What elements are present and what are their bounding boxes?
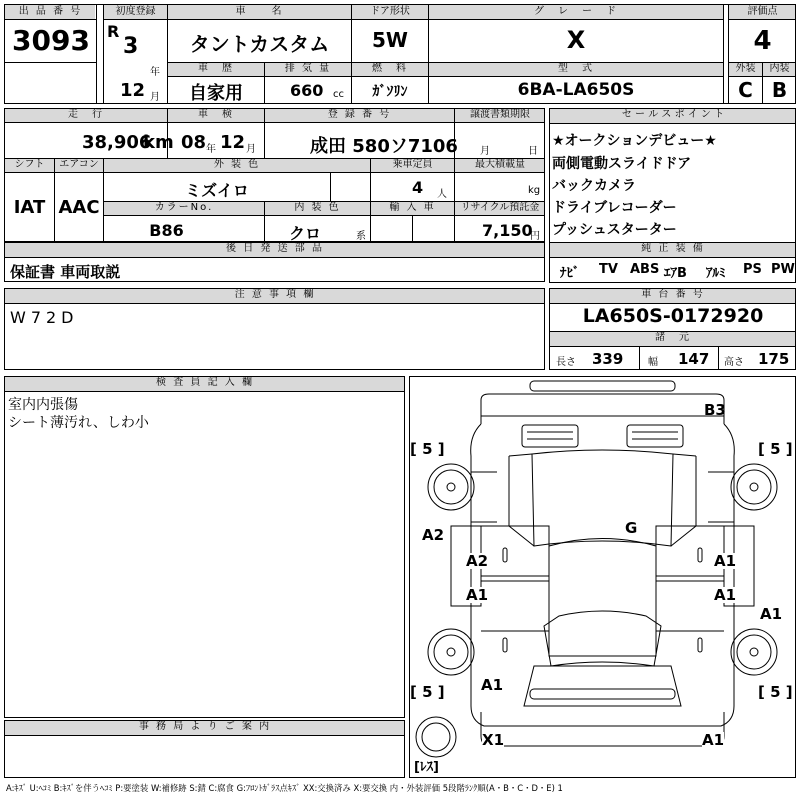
ac: AAC <box>58 197 100 218</box>
sales-point-1: ★オークションデビュー★ <box>552 133 717 149</box>
mark-left-rear-door: A2 <box>466 552 489 570</box>
lot-no-label: 出 品 番 号 <box>18 6 83 17</box>
mileage-label: 走 行 <box>68 109 104 120</box>
rear-left-tire <box>428 464 474 510</box>
mark-left-front-side: A2 <box>422 526 445 544</box>
mark-bottom-tire-left: [ 5 ] <box>410 683 445 701</box>
car-name-label: 車 名 <box>235 6 284 17</box>
era: R <box>107 22 120 41</box>
front-left-tire <box>428 629 474 675</box>
length: 339 <box>592 350 624 368</box>
inspection-month: 12 <box>220 132 246 153</box>
mark-top-tire-right: [ 5 ] <box>758 440 793 458</box>
recycle: 7,150 <box>482 221 533 240</box>
length-label: 長さ <box>556 357 576 368</box>
inspection-year-unit: 年 <box>206 144 216 155</box>
sales-point-5: プッシュスターター <box>552 222 677 238</box>
equip-ps: PS <box>743 262 762 277</box>
equip-alloy: ｱﾙﾐ <box>706 266 726 281</box>
color-label: 外 装 色 <box>213 159 261 170</box>
first-reg-label: 初度登録 <box>115 6 156 17</box>
chassis-label: 車 台 番 号 <box>641 289 705 300</box>
sales-point-2: 両側電動スライドドア <box>552 156 692 172</box>
office-label: 事 務 局 よ り ご 案 内 <box>138 721 272 732</box>
sales-point-3: バックカメラ <box>552 178 636 194</box>
reg-no-label: 登 録 番 号 <box>327 109 392 120</box>
equip-pw: PW <box>771 262 795 277</box>
history: 自家用 <box>189 83 243 104</box>
inspection-year: 08 <box>181 132 207 153</box>
exterior-score: C <box>738 78 753 102</box>
door-label: ドア形状 <box>370 6 410 17</box>
mark-right-rear-door: A1 <box>714 552 737 570</box>
displacement: 660 <box>290 81 324 100</box>
body-outline <box>471 424 735 726</box>
ac-label: エアコン <box>59 159 99 170</box>
rear-bumper <box>481 394 724 424</box>
interior-label: 内装 <box>769 63 790 74</box>
fuel: ｶﾞｿﾘﾝ <box>372 84 408 100</box>
left-rear-door <box>481 526 549 576</box>
import-label: 輸 入 車 <box>389 202 436 213</box>
inspection-month-unit: 月 <box>246 144 256 155</box>
width: 147 <box>678 350 710 368</box>
height: 175 <box>758 350 790 368</box>
exterior-label: 外装 <box>735 63 756 74</box>
mark-bottom-tire-right: [ 5 ] <box>758 683 793 701</box>
notes: W72D <box>10 308 79 327</box>
mileage-unit: km <box>143 132 174 153</box>
spare-tire <box>416 717 456 757</box>
color-no-label: カラーNo. <box>154 202 214 213</box>
specs-label: 諸 元 <box>655 332 691 343</box>
displacement-label: 排 気 量 <box>284 63 332 74</box>
model: 6BA-LA650S <box>517 80 635 100</box>
capacity-unit: 人 <box>437 189 447 200</box>
score: 4 <box>753 26 772 56</box>
left-front-door <box>481 581 549 631</box>
equip-abs: ABS <box>630 262 660 277</box>
fuel-label: 燃 料 <box>372 63 408 74</box>
grade: X <box>566 26 586 54</box>
equip-navi: ﾅﾋﾞ <box>560 266 580 281</box>
score-label: 評価点 <box>747 6 778 17</box>
windshield <box>544 611 661 666</box>
reg-no: 成田 580ソ7106 <box>310 136 458 157</box>
car-name: タントカスタム <box>189 32 330 56</box>
mark-right-front-side: A1 <box>760 605 783 623</box>
transfer-label: 譲渡書類期限 <box>470 109 530 120</box>
mark-bumper-left: X1 <box>482 731 505 749</box>
transfer-day-unit: 日 <box>528 146 538 157</box>
inspector-line-1: 室内内張傷 <box>8 397 78 413</box>
hood <box>524 666 681 706</box>
mark-top-tire-left: [ 5 ] <box>410 440 445 458</box>
year-unit: 年 <box>150 67 160 78</box>
front-right-tire <box>731 629 777 675</box>
width-label: 幅 <box>648 357 658 368</box>
front-bumper <box>481 712 725 749</box>
height-label: 高さ <box>724 357 744 368</box>
int-color: クロ <box>288 224 321 243</box>
grade-label: グ レ ー ド <box>534 6 618 17</box>
lot-no: 3093 <box>12 24 90 57</box>
int-color-unit: 系 <box>356 231 366 242</box>
first-reg-year: 3 <box>123 34 139 59</box>
equipment-label: 純 正 装 備 <box>641 243 705 254</box>
interior-score: B <box>771 78 788 102</box>
mark-spare: [ﾚｽ] <box>414 760 439 775</box>
mark-rear: B3 <box>704 401 726 419</box>
inspector-label: 検 査 員 記 入 欄 <box>156 377 254 388</box>
later-parts: 保証書 車両取説 <box>10 263 121 281</box>
mark-left-front-door: A1 <box>466 586 489 604</box>
mark-bumper-right: A1 <box>702 731 725 749</box>
inspector-line-2: シート薄汚れ、しわ小 <box>8 415 149 431</box>
color-no: B86 <box>149 221 184 240</box>
shift-label: シフト <box>14 159 45 170</box>
load-label: 最大積載量 <box>475 159 525 170</box>
recycle-unit: 円 <box>530 231 540 242</box>
front-grille <box>530 689 675 699</box>
later-parts-label: 後 日 発 送 部 品 <box>226 243 324 254</box>
load-unit: kg <box>528 185 541 196</box>
rear-right-tire <box>731 464 777 510</box>
mark-hood: A1 <box>481 676 504 694</box>
shift: IAT <box>13 197 46 218</box>
legend: A:ｷｽﾞ U:ﾍｺﾐ B:ｷｽﾞを伴うﾍｺﾐ P:要塗装 W:補修跡 S:錆 C:腐食 G:ﾌﾛﾝﾄｶﾞﾗｽ点ｷｽﾞ XX:交換済み X:要交換 内・外装評価 5段階ﾗﾝｸ順(A・B・C・D・E) 1 <box>6 783 563 793</box>
displacement-unit: cc <box>333 89 344 100</box>
equip-airbag: ｴｱB <box>664 266 687 281</box>
mark-roof: G <box>625 519 638 537</box>
car-diagram <box>409 376 796 778</box>
month-unit: 月 <box>150 92 160 103</box>
int-color-label: 内 装 色 <box>294 202 341 213</box>
first-reg-month: 12 <box>120 80 146 101</box>
rear-spoiler <box>530 381 675 391</box>
equip-tv: TV <box>599 262 618 277</box>
door: 5W <box>372 28 408 52</box>
capacity: 4 <box>412 178 424 197</box>
recycle-label: リサイクル預託金 <box>460 202 540 213</box>
mark-right-front-door: A1 <box>714 586 737 604</box>
history-label: 車 歴 <box>198 63 234 74</box>
roof <box>532 450 673 546</box>
mileage: 38,906 <box>82 132 152 153</box>
sales-points-label: セ ー ル ス ポ イ ン ト <box>621 109 725 120</box>
chassis-no: LA650S-0172920 <box>582 305 764 327</box>
inspection-label: 車 検 <box>198 109 234 120</box>
transfer-month-unit: 月 <box>480 146 490 157</box>
sales-point-4: ドライブレコーダー <box>552 200 677 216</box>
model-label: 型 式 <box>558 63 594 74</box>
notes-label: 注 意 事 項 欄 <box>234 289 316 300</box>
color: ミズイロ <box>185 181 249 200</box>
capacity-label: 乗車定員 <box>392 159 433 170</box>
